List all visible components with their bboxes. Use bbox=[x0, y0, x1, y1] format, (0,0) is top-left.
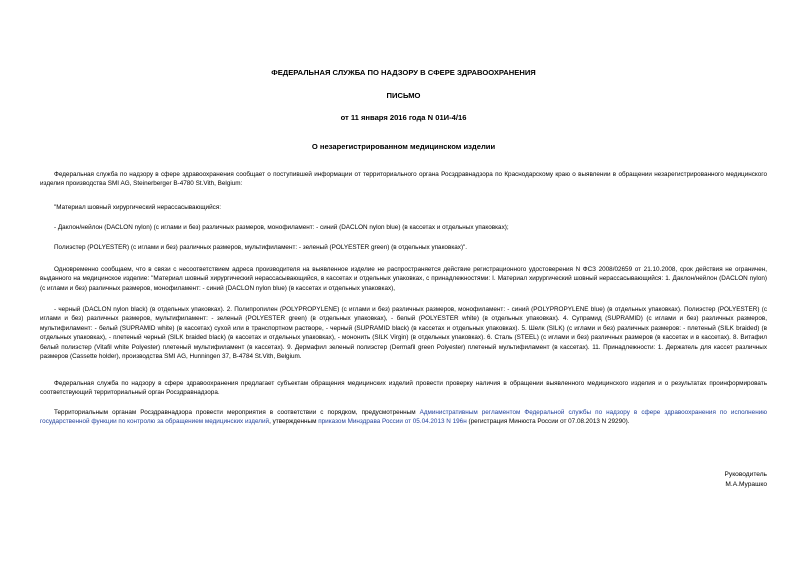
regulation-link[interactable]: Административным регламентом Федеральной службы по надзору в сфере здравоохранения по исполнению государственной функции по контролю за обращением медицинских изделий bbox=[40, 409, 767, 426]
instructions-text-c: (регистрация Минюста России от 07.08.2013 N 29290). bbox=[466, 418, 630, 426]
paragraph-registration: Одновременно сообщаем, что в связи с несоответствием адреса производителя на выявленное изделие не распространяется действие регистрационного удостоверения N ФСЗ 2008/02659 от 21.10.2008, срок действия не ограничен, выданного на медицинское изделие: "Материал шовный хирургический нерассасывающийся, в кассетах и отдельных упаковках, с принадлежностями: I. Материал хирургический шовный нерассасывающийся: 1. Даклон/нейлон (DACLON nylon) (с иглами и без) различных размеров, монофиламент: - синий (DACLON nylon blue) (в кассетах и отдельных упаковках), bbox=[40, 266, 767, 292]
signature-title: Руководитель bbox=[724, 471, 767, 478]
document-subject: О незарегистрированном медицинском изделии bbox=[311, 142, 496, 151]
paragraph-proposal: Федеральная служба по надзору в сфере здравоохранения предлагает субъектам обращения медицинских изделий провести проверку наличия в обращении выявленного медицинского изделия и о результатах проинформировать соответствующий территориальный орган Росздравнадзора. bbox=[40, 380, 767, 397]
paragraph-product-list: - черный (DACLON nylon black) (в отдельных упаковках). 2. Полипропилен (POLYPROPYLENE) (с иглами и без) различных размеров, монофиламент: - синий (POLYPROPYLENE blue) (в отдельных упаковках). Полиэстер (POLYESTER) (с иглами и без) различных размеров, мультифиламент: - зеленый (POLYESTER green) (в отдельных упаковках), - белый (POLYESTER white) (в отдельных упаковках). 4. Супрамид (SUPRAMID) (с иглами и без) различных размеров, мультифиламент: - белый (SUPRAMID white) (в кассетах) сухой или в транспортном растворе, - черный (SUPRAMID black) (в кассетах и отдельных упаковках). 5. Шелк (SILK) (с иглами и без) различных размеров: - плетеный (SILK braided) (в отдельных упаковках), - плетеный черный (SILK braided black) (в кассетах и отдельных упаковках), - мононить (SILK Virgin) (в отдельных упаковках). 6. Сталь (STEEL) (с иглами и без) различных размеров (в кассетах и в кассетах). 8. Витафил белый полиэстер (Vitafil white Polyester) плетеный мультифиламент (в кассетах). 9. Дермафил зеленый полиэстер (Dermafil green Polyester) плетеный мультифиламент (в кассетах). 11. Принадлежности: 1. Держатель для кассет различных размеров (Cassette holder), производства SMI AG, Hunningen 37, B-4784 St.Vith, Belgium. bbox=[40, 306, 767, 361]
signature-block bbox=[725, 470, 767, 490]
order-link[interactable]: приказом Минздрава России от 05.04.2013 N 196н bbox=[318, 418, 467, 426]
paragraph-material-heading: "Материал шовный хирургический нерассасывающийся: bbox=[54, 204, 222, 211]
signature-name: М.А.Мурашко bbox=[725, 481, 767, 488]
agency-title: ФЕДЕРАЛЬНАЯ СЛУЖБА ПО НАДЗОРУ В СФЕРЕ ЗДРАВООХРАНЕНИЯ bbox=[271, 68, 536, 77]
paragraph-instructions bbox=[40, 408, 767, 427]
instructions-text-b: , утвержденным bbox=[269, 418, 319, 426]
document-type: ПИСЬМО bbox=[386, 91, 421, 100]
paragraph-daclon: - Даклон/нейлон (DACLON nylon) (с иглами и без) различных размеров, монофиламент: - синий (DACLON nylon blue) (в кассетах и отдельных упаковках); bbox=[54, 224, 509, 231]
instructions-text-a: Территориальным органам Росздравнадзора провести мероприятия в соответствии с порядком, предусмотренным bbox=[54, 409, 420, 416]
document-date-number: от 11 января 2016 года N 01И-4/16 bbox=[340, 113, 467, 122]
paragraph-intro: Федеральная служба по надзору в сфере здравоохранения сообщает о поступившей информации от территориального органа Росздравнадзора по Краснодарскому краю о выявлении в обращении незарегистрированного медицинского изделия производства SMI AG, Steinerberger B-4780 St.Vith, Belgium: bbox=[40, 171, 767, 188]
paragraph-polyester: Полиэстер (POLYESTER) (с иглами и без) различных размеров, мультифиламент: - зеленый (POLYESTER green) (в отдельных упаковках)". bbox=[54, 244, 468, 251]
